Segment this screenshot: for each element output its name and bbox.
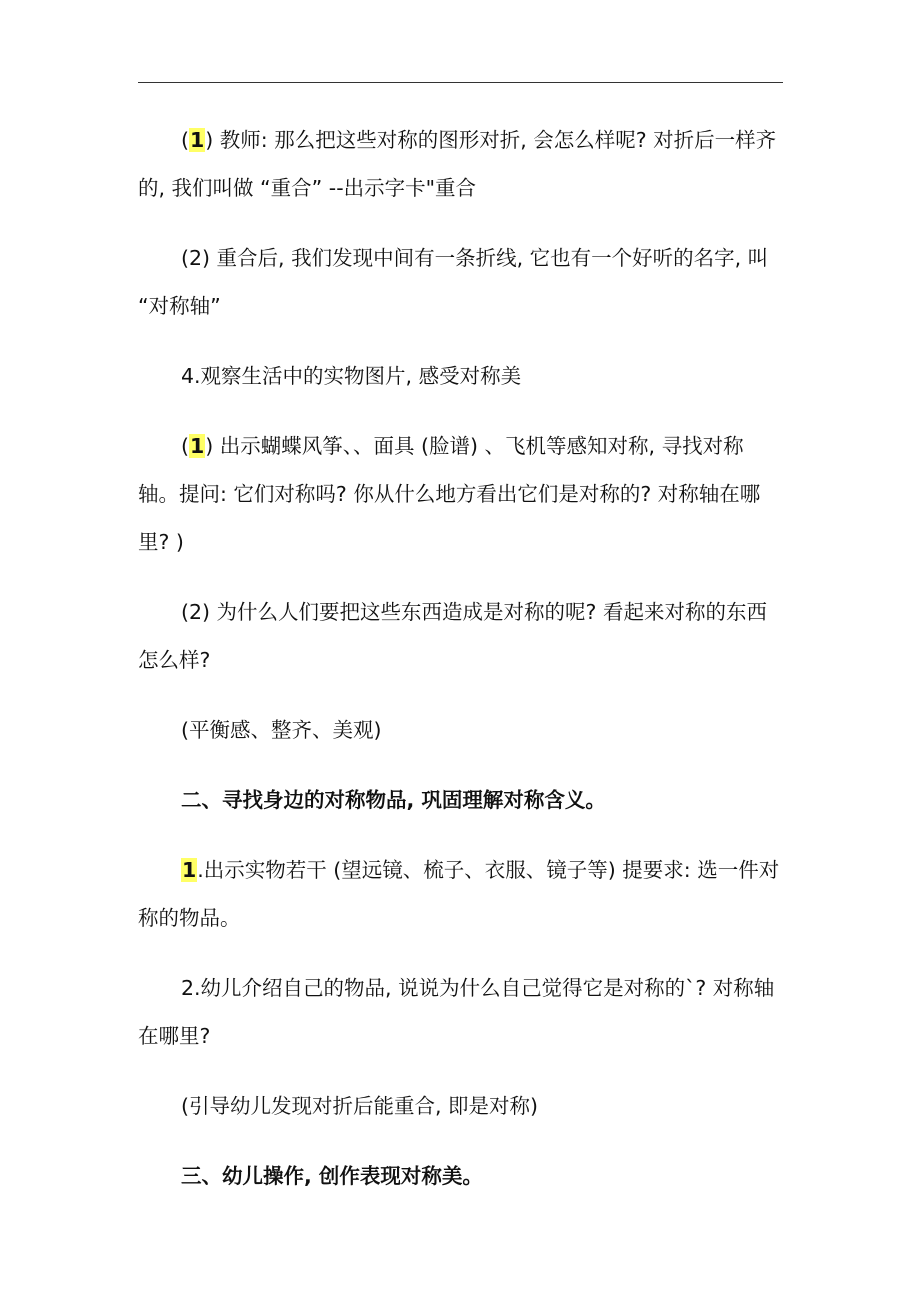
section-heading-2: 二、寻找身边的对称物品, 巩固理解对称含义。 <box>181 788 606 812</box>
document-body <box>138 116 784 1200</box>
section-heading-3: 三、幼儿操作, 创作表现对称美。 <box>181 1164 483 1188</box>
paragraph-5: (2) 为什么人们要把这些东西造成是对称的呢? 看起来对称的东西怎么样? <box>138 600 767 672</box>
paragraph-1: (1) 教师: 那么把这些对称的图形对折, 会怎么样呢? 对折后一样齐的, 我们叫做 “重合” --出示字卡"重合 <box>138 128 777 200</box>
paragraph-4: (1) 出示蝴蝶风筝、、面具 (脸谱) 、飞机等感知对称, 寻找对称轴。提问: 它们对称吗? 你从什么地方看出它们是对称的? 对称轴在哪里? ) <box>138 434 761 554</box>
highlighted-number: 1 <box>182 858 197 882</box>
paragraph-3: 4.观察生活中的实物图片, 感受对称美 <box>181 364 522 388</box>
paragraph-10: (引导幼儿发现对折后能重合, 即是对称) <box>181 1094 539 1118</box>
paragraph-2: (2) 重合后, 我们发现中间有一条折线, 它也有一个好听的名字, 叫 “对称轴” <box>138 246 769 318</box>
highlighted-number: 1 <box>190 434 205 458</box>
header-rule <box>138 82 783 83</box>
highlighted-number: 1 <box>190 128 205 152</box>
paragraph-6: (平衡感、整齐、美观) <box>181 718 382 742</box>
paragraph-9: 2.幼儿介绍自己的物品, 说说为什么自己觉得它是对称的`? 对称轴在哪里? <box>138 976 775 1048</box>
paragraph-8: 1.出示实物若干 (望远镜、梳子、衣服、镜子等) 提要求: 选一件对称的物品。 <box>138 858 780 930</box>
